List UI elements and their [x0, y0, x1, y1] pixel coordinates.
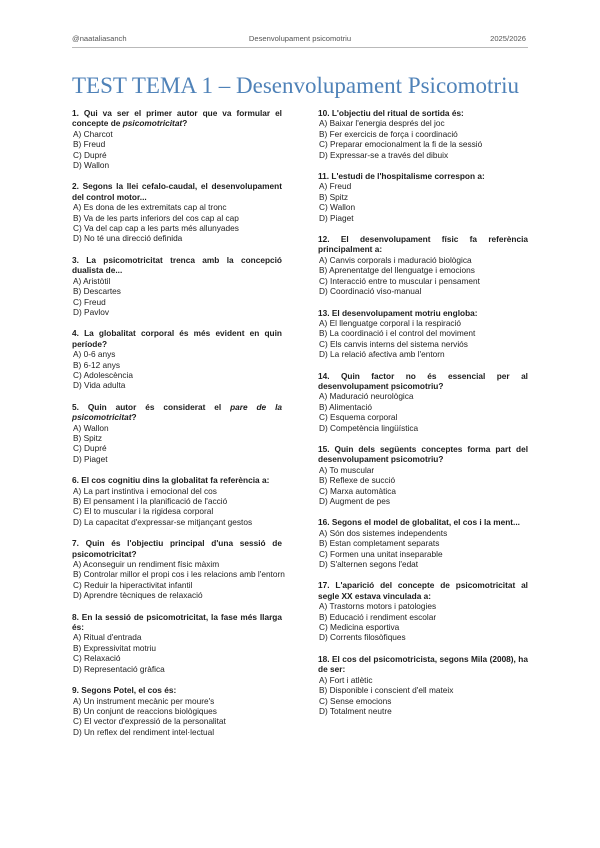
question-text: 11. L'estudi de l'hospitalisme correspon a: — [318, 171, 485, 182]
answer-option: D) Pavlov — [73, 306, 109, 317]
answer-option: C) Dupré — [73, 149, 107, 160]
answer-option: C) Sense emocions — [319, 695, 392, 706]
question-block — [72, 328, 282, 390]
question-text: 7. Quin és l'objectiu principal d'una sessió de psicomotricitat? — [72, 538, 282, 559]
question-block — [72, 255, 282, 317]
answer-option: B) Educació i rendiment escolar — [319, 611, 437, 622]
page-title: TEST TEMA 1 – Desenvolupament Psicomotriu — [72, 73, 519, 98]
question-block — [72, 612, 282, 674]
question-block — [318, 308, 528, 360]
left-question-column — [72, 108, 285, 748]
question-block — [72, 685, 282, 737]
answer-option: A) Wallon — [73, 422, 109, 433]
answer-option: A) Aconseguir un rendiment físic màxim — [73, 559, 220, 570]
answer-option: A) 0-6 anys — [73, 349, 116, 360]
question-block — [318, 444, 528, 506]
answer-option: B) Reflexe de succió — [319, 475, 396, 486]
answer-option: D) Totalment neutre — [319, 705, 392, 716]
answer-option: C) Esquema corporal — [319, 412, 398, 423]
question-text: 9. Segons Potel, el cos és: — [72, 685, 177, 696]
answer-option: C) Medicina esportiva — [319, 622, 400, 633]
answer-option: B) Va de les parts inferiors del cos cap al cap — [73, 212, 239, 223]
answer-option: C) Dupré — [73, 443, 107, 454]
answer-option: A) Fort i atlètic — [319, 674, 373, 685]
answer-option: A) Ritual d'entrada — [73, 632, 142, 643]
answer-option: A) Charcot — [73, 128, 113, 139]
answer-option: D) Competència lingüística — [319, 422, 419, 433]
answer-option: D) La capacitat d'expressar-se mitjançant gestos — [73, 516, 253, 527]
question-block — [318, 108, 528, 160]
answer-option: D) Aprendre tècniques de relaxació — [73, 590, 203, 601]
answer-option: C) Va del cap cap a les parts més allunyades — [73, 223, 239, 234]
question-block — [318, 171, 528, 223]
answer-option: B) Controlar millor el propi cos i les relacions amb l'entorn — [73, 569, 285, 580]
answer-option: C) Interacció entre to muscular i pensament — [319, 275, 480, 286]
question-block — [72, 108, 282, 170]
header-year: 2025/2026 — [490, 34, 526, 43]
answer-option: B) Descartes — [73, 286, 121, 297]
answer-option: C) Marxa automàtica — [319, 485, 397, 496]
answer-option: D) Coordinació viso-manual — [319, 286, 422, 297]
answer-option: C) Preparar emocionalment la fi de la sessió — [319, 139, 483, 150]
question-text: 12. El desenvolupament físic fa referència principalment a: — [318, 234, 528, 255]
answer-option: C) Reduir la hiperactivitat infantil — [73, 579, 193, 590]
question-block — [72, 181, 282, 243]
question-block — [72, 402, 282, 464]
question-text: 2. Segons la llei cefalo-caudal, el desenvolupament del control motor... — [72, 181, 282, 202]
answer-option: A) Freud — [319, 181, 352, 192]
answer-option: D) Piaget — [73, 453, 108, 464]
answer-option: B) Spitz — [73, 432, 103, 443]
answer-option: C) Els canvis interns del sistema nerviós — [319, 338, 468, 349]
answer-option: A) To muscular — [319, 464, 375, 475]
answer-option: C) El to muscular i la rigidesa corporal — [73, 506, 214, 517]
answer-option: B) 6-12 anys — [73, 359, 121, 370]
answer-option: B) La coordinació i el control del moviment — [319, 328, 476, 339]
answer-option: A) Es dona de les extremitats cap al tronc — [73, 202, 227, 213]
answer-option: D) Wallon — [73, 160, 110, 171]
question-text: 14. Quin factor no és essencial per al desenvolupament psicomotriu? — [318, 370, 528, 391]
question-text: 16. Segons el model de globalitat, el cos i la ment... — [318, 517, 520, 528]
question-block — [72, 538, 285, 601]
answer-option: D) Un reflex del rendiment intel·lectual — [73, 726, 215, 737]
question-text: 10. L'objectiu del ritual de sortida és: — [318, 108, 464, 118]
header-subject: Desenvolupament psicomotriu — [248, 34, 352, 43]
answer-option: A) Maduració neurològica — [319, 391, 414, 402]
question-block — [318, 654, 528, 716]
answer-option: D) No té una direcció definida — [73, 233, 183, 244]
answer-option: B) Estan completament separats — [319, 538, 440, 549]
answer-option: C) Adolescència — [73, 369, 133, 380]
question-block — [318, 371, 528, 433]
answer-option: C) Formen una unitat inseparable — [319, 548, 443, 559]
answer-option: B) Un conjunt de reaccions biològiques — [73, 705, 217, 716]
header-author: @naataliasanch — [72, 34, 127, 43]
answer-option: C) El vector d'expressió de la personalitat — [73, 716, 226, 727]
answer-option: C) Freud — [73, 296, 106, 307]
answer-option: B) Aprenentatge del llenguatge i emocions — [319, 265, 475, 276]
answer-option: A) El llenguatge corporal i la respiració — [319, 317, 462, 328]
question-text: 3. La psicomotricitat trenca amb la concepció dualista de... — [72, 254, 282, 276]
question-text: 18. El cos del psicomotricista, segons Mila (2008), ha de ser: — [318, 653, 528, 675]
question-block — [318, 580, 528, 642]
question-text: 5. Quin autor és considerat el pare de la psicomotricitat? — [72, 401, 282, 423]
question-block — [72, 475, 282, 527]
header-divider — [72, 47, 528, 48]
answer-option: A) Canvis corporals i maduració biològica — [319, 254, 472, 265]
answer-option: B) Disponible i conscient d'ell mateix — [319, 685, 454, 696]
answer-option: D) Corrents filosòfiques — [319, 632, 406, 643]
question-block — [318, 234, 528, 296]
answer-option: D) Piaget — [319, 212, 354, 223]
answer-option: B) Freud — [73, 139, 106, 150]
answer-option: D) Representació gràfica — [73, 663, 165, 674]
question-text: 13. El desenvolupament motriu engloba: — [318, 307, 478, 318]
right-question-column — [318, 108, 528, 727]
question-text: 8. En la sessió de psicomotricitat, la fase més llarga és: — [72, 611, 282, 633]
question-text: 4. La globalitat corporal és més evident en quin període? — [72, 328, 282, 349]
answer-option: A) Aristòtil — [73, 275, 111, 286]
answer-option: A) Un instrument mecànic per moure's — [73, 695, 215, 706]
answer-option: D) Expressar-se a través del dibuix — [319, 149, 449, 160]
answer-option: B) Expressivitat motriu — [73, 642, 156, 653]
question-text: 6. El cos cognitiu dins la globalitat fa referència a: — [72, 475, 270, 486]
answer-option: D) La relació afectiva amb l'entorn — [319, 349, 445, 360]
answer-option: A) Trastorns motors i patologies — [319, 601, 437, 612]
answer-option: A) Són dos sistemes independents — [319, 527, 448, 538]
answer-option: C) Relaxació — [73, 653, 121, 664]
answer-option: B) Spitz — [319, 191, 349, 202]
question-text: 1. Qui va ser el primer autor que va formular el concepte de psicomotricitat? — [72, 108, 282, 129]
answer-option: B) Alimentació — [319, 401, 373, 412]
answer-option: B) Fer exercicis de força i coordinació — [319, 128, 458, 139]
answer-option: B) El pensament i la planificació de l'acció — [73, 496, 228, 506]
answer-option: A) Baixar l'energia després del joc — [319, 118, 445, 129]
answer-option: D) S'alternen segons l'edat — [319, 559, 419, 570]
answer-option: D) Vida adulta — [73, 380, 126, 391]
question-block — [318, 517, 528, 569]
question-text: 15. Quin dels següents conceptes forma part del desenvolupament psicomotriu? — [318, 443, 528, 465]
answer-option: D) Augment de pes — [319, 496, 391, 506]
answer-option: C) Wallon — [319, 202, 356, 213]
question-text: 17. L'aparició del concepte de psicomotricitat al segle XX estava vinculada a: — [318, 580, 528, 601]
answer-option: A) La part instintiva i emocional del cos — [73, 485, 217, 496]
